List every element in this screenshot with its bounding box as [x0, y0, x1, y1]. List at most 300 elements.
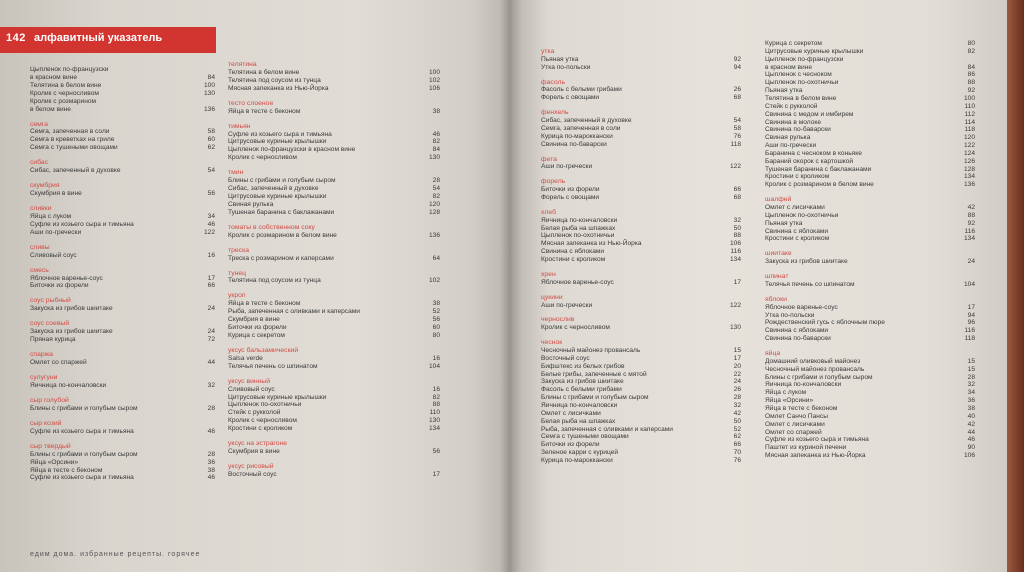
index-page-number: 102 [428, 277, 440, 285]
index-page-number: 42 [967, 204, 975, 212]
index-page-number: 70 [733, 449, 741, 457]
index-entry: Свинина с яблоками [765, 227, 829, 235]
index-page-number: 40 [967, 412, 975, 420]
index-entry: Аши по-гречески [541, 163, 593, 171]
index-entry: Аши по-гречески [765, 142, 817, 150]
index-entry: Яйца с луком [30, 212, 72, 220]
index-entry: Аши по-гречески [30, 228, 82, 236]
index-page-number: 64 [432, 254, 440, 262]
index-page-number: 44 [967, 428, 975, 436]
index-entry: Яйца в тесте с беконом [228, 107, 301, 115]
index-page-number: 52 [733, 425, 741, 433]
index-page-number: 34 [207, 212, 215, 220]
index-page-number: 38 [967, 405, 975, 413]
index-heading: тимьян [228, 122, 251, 130]
index-entry: Цыпленок по-охотничьи [765, 211, 839, 219]
index-entry: Утка по-польски [765, 311, 815, 319]
index-entry: Свинина с яблоками [541, 248, 605, 256]
index-entry: Блины с грибами и голубым сыром [541, 394, 649, 402]
book-spine-shadow [500, 0, 522, 572]
index-entry: Аши по-гречески [541, 301, 593, 309]
index-entry: Блины с грибами и голубым сыром [30, 404, 138, 412]
index-entry: Яблочное варенье-соус [541, 278, 614, 286]
index-entry: Семга, запеченная в соли [30, 128, 110, 136]
index-page-number: 42 [733, 409, 741, 417]
index-entry: Цыпленок по-охотничьи [765, 79, 839, 87]
index-entry: в белом вине [30, 105, 71, 113]
index-heading: тесто слоеное [228, 99, 274, 107]
index-page-number: 130 [203, 89, 215, 97]
index-entry: Закуска из грибов шиитаке [30, 305, 113, 313]
index-page-number: 16 [432, 354, 440, 362]
index-page-number: 42 [967, 420, 975, 428]
index-entry: Мясная запеканка из Нью-Йорка [228, 84, 329, 92]
index-entry: Восточный соус [541, 354, 590, 362]
index-entry: Семга с тушеными овощами [30, 144, 118, 152]
index-page-number: 82 [967, 47, 975, 55]
index-heading: чернослив [541, 316, 575, 324]
index-page-number: 58 [207, 128, 215, 136]
index-entry: Кролик с черносливом [228, 417, 297, 425]
index-heading: соус соевый [30, 320, 70, 328]
index-page-number: 46 [432, 130, 440, 138]
index-page-number: 116 [730, 248, 741, 256]
table-edge [1007, 0, 1024, 572]
index-entry: Рыба, запеченная с оливками и каперсами [541, 425, 673, 433]
index-page-number: 82 [432, 192, 440, 200]
index-entry: Цыпленок по-французски [30, 66, 109, 73]
index-page-number: 110 [964, 102, 975, 110]
index-page-number: 52 [432, 308, 440, 316]
index-page-number: 62 [733, 433, 741, 441]
index-entry: Свинина с медом и имбирем [765, 110, 854, 118]
index-page-number: 82 [432, 393, 440, 401]
index-entry: Омлет Санчо Пансы [765, 412, 828, 420]
index-entry: Блины с грибами и голубым сыром [765, 373, 873, 381]
index-heading: телятина [228, 61, 257, 68]
index-entry: Яйца «Орсини» [765, 397, 814, 405]
index-page-number: 36 [967, 397, 975, 405]
index-heading: уксус винный [228, 377, 271, 385]
index-page-number: 76 [733, 456, 741, 464]
index-page-number: 118 [730, 140, 741, 148]
index-entry: Курица по-мароккански [541, 456, 613, 464]
index-entry: Кролик с розмарином в белом вине [765, 181, 874, 189]
index-page-number: 94 [733, 63, 741, 71]
index-page-number: 28 [207, 404, 215, 412]
index-entry: Белые грибы, запеченные с мятой [541, 370, 647, 378]
index-heading: томаты в собственном соку [228, 223, 315, 231]
index-entry: Семга в креветках на гриле [30, 136, 115, 144]
index-entry: Белая рыба на шпажках [541, 224, 616, 232]
index-page-number: 15 [733, 347, 741, 355]
index-entry: Биточки из форели [30, 282, 89, 290]
index-page-number: 94 [967, 311, 975, 319]
section-header-banner [0, 27, 216, 53]
index-heading: сыр твердый [30, 442, 71, 450]
index-entry: Сибас, запеченный в духовке [228, 185, 319, 193]
index-heading: сулугуни [30, 374, 58, 382]
index-entry: Свиная рулька [228, 200, 274, 208]
index-page-number: 90 [967, 444, 975, 452]
index-page-number: 124 [963, 149, 975, 157]
index-page-number: 28 [432, 177, 440, 185]
index-page-number: 66 [733, 186, 741, 194]
index-page-number: 16 [432, 385, 440, 393]
index-page-number: 50 [733, 224, 741, 232]
index-entry: Суфле из козьего сыра и тимьяна [228, 130, 332, 138]
index-page-number: 54 [733, 117, 741, 125]
index-page-number: 68 [733, 194, 741, 201]
index-page-number: 38 [432, 300, 440, 308]
index-page-number: 92 [967, 219, 975, 227]
index-page-number: 84 [967, 63, 975, 71]
index-page-number: 100 [428, 68, 440, 76]
index-entry: Кролик с розмарином в белом вине [228, 231, 337, 239]
index-heading: семга [30, 120, 48, 128]
index-page-number: 54 [207, 167, 215, 175]
index-entry: Суфле из козьего сыра и тимьяна [30, 427, 134, 435]
index-entry: Salsa verde [228, 354, 263, 362]
index-entry: Мясная запеканка из Нью-Йорка [541, 240, 642, 248]
index-page-number: 84 [432, 146, 440, 154]
index-heading: смесь [30, 266, 49, 274]
index-page-number: 46 [207, 427, 215, 435]
index-entry: Сливовый соус [228, 385, 275, 393]
index-page-number: 28 [207, 450, 215, 458]
index-heading: спаржа [30, 351, 53, 359]
index-entry: Треска с розмарином и каперсами [228, 254, 334, 262]
index-heading: хрен [541, 270, 556, 278]
index-page-number: 54 [432, 185, 440, 193]
index-entry: Суфле из козьего сыра и тимьяна [30, 220, 134, 228]
index-heading: уксус на эстрагоне [228, 440, 288, 448]
index-heading: фета [541, 155, 557, 163]
index-page-number: 50 [733, 417, 741, 425]
index-page-number: 17 [733, 354, 741, 362]
index-entry: Телятина под соусом из тунца [228, 76, 321, 84]
index-page-number: 106 [428, 84, 440, 92]
index-entry: Суфле из козьего сыра и тимьяна [30, 474, 134, 482]
index-page-number: 56 [432, 316, 440, 324]
index-page-number: 56 [207, 190, 215, 198]
index-page-number: 120 [963, 134, 975, 142]
index-page-number: 20 [733, 362, 741, 370]
index-entry: Цитрусовые куриные крылышки [228, 393, 327, 401]
index-entry: Стейк с рукколой [228, 409, 281, 417]
index-heading: хлеб [541, 208, 556, 216]
index-page-number: 56 [432, 448, 440, 456]
index-entry: Блины с грибами и голубым сыром [228, 177, 336, 185]
index-page-number: 130 [428, 154, 440, 162]
index-heading: сибас [30, 159, 49, 167]
index-page-number: 126 [963, 157, 975, 165]
index-page-number: 24 [207, 328, 215, 336]
index-page-number: 26 [733, 386, 741, 394]
index-page-number: 36 [207, 458, 215, 466]
index-page-number: 32 [207, 382, 215, 389]
index-page-number: 102 [428, 76, 440, 84]
index-heading: цукини [541, 293, 563, 301]
index-entry: Суфле из козьего сыра и тимьяна [765, 436, 869, 444]
index-entry: Телячья печень со шпинатом [765, 280, 855, 288]
index-page-number: 15 [967, 365, 975, 373]
index-page-number: 32 [967, 381, 975, 389]
index-page-number: 122 [729, 301, 741, 309]
index-heading: сыр голубой [30, 397, 69, 404]
index-entry: Закуска из грибов шиитаке [30, 328, 113, 336]
index-entry: Свинина с яблоками [765, 327, 829, 335]
index-page-number: 34 [967, 389, 975, 397]
index-entry: Яйца «Орсини» [30, 458, 79, 466]
index-entry: Семга, запеченная в соли [541, 124, 621, 132]
index-entry: Телятина в белом вине [228, 68, 300, 76]
index-page-number: 134 [963, 173, 975, 181]
index-entry: Свинина по-баварски [765, 126, 831, 134]
index-heading: сыр козий [30, 419, 62, 427]
index-entry: Пряная курица [30, 336, 76, 344]
index-page-number: 60 [432, 324, 440, 332]
index-heading: уксус бальзамический [228, 346, 299, 354]
index-entry: Яйца в тесте с беконом [765, 405, 838, 413]
index-entry: Белая рыба на шпажках [541, 417, 616, 425]
index-heading: тмин [228, 169, 244, 177]
index-page-number: 116 [964, 227, 975, 235]
index-page-number: 62 [207, 144, 215, 152]
index-entry: Яичница по-кончаловски [541, 402, 618, 410]
index-entry: Скумбрия в вине [228, 448, 280, 456]
index-page-number: 84 [207, 73, 215, 81]
index-entry: Курица по-мароккански [541, 132, 613, 140]
index-page-number: 44 [207, 359, 215, 367]
index-page-number: 112 [964, 110, 975, 118]
index-entry: Свинина по-баварски [765, 335, 831, 343]
index-heading: чеснок [541, 339, 563, 347]
index-page-number: 66 [207, 282, 215, 290]
index-entry: Баранина с чесноком в коньяке [765, 149, 862, 157]
index-entry: Блины с грибами и голубым сыром [30, 450, 138, 458]
index-entry: Зеленое карри с курицей [541, 449, 619, 457]
index-entry: Кростини с кроликом [765, 235, 830, 243]
index-page-number: 92 [967, 87, 975, 95]
index-heading: шалфей [765, 196, 792, 204]
index-page-number: 17 [967, 303, 975, 311]
section-title: алфавитный указатель [34, 32, 163, 44]
index-heading: фенхель [541, 109, 569, 117]
index-page-number: 60 [207, 136, 215, 144]
index-entry: Телятина под соусом из тунца [228, 277, 321, 285]
index-entry: Цыпленок по-французски в красном вине [228, 146, 356, 154]
index-entry: Телятина в белом вине [30, 81, 102, 89]
index-heading: соус рыбный [30, 297, 71, 305]
index-entry: Телячья печень со шпинатом [228, 362, 318, 370]
index-page-number: 136 [428, 231, 440, 239]
index-entry: Яичница по-кончаловски [765, 381, 842, 389]
index-page-number: 118 [964, 335, 975, 343]
index-entry: Омлет с лисичками [541, 409, 601, 417]
index-entry: в красном вине [765, 63, 813, 71]
index-entry: Кролик с черносливом [228, 154, 297, 162]
index-entry: Омлет с лисичками [765, 420, 825, 428]
index-page-number: 24 [733, 378, 741, 386]
index-entry: Яичница по-кончаловски [541, 216, 618, 224]
index-entry: Цыпленок с чесноком [765, 71, 832, 79]
index-entry: Сибас, запеченный в духовке [541, 117, 632, 125]
page-number: 142 [6, 32, 26, 44]
index-entry: Омлет со спаржей [30, 359, 87, 367]
index-heading: сливки [30, 205, 52, 213]
index-entry: Свинина по-баварски [541, 140, 607, 148]
index-entry: Курица с секретом [228, 331, 285, 339]
index-entry: Утка по-польски [541, 63, 591, 71]
index-page-number: 116 [964, 327, 975, 335]
index-page-number: 130 [729, 324, 741, 332]
index-page-number: 24 [967, 258, 975, 266]
index-heading: сливы [30, 243, 50, 251]
index-entry: Цыпленок по-охотничьи [541, 232, 615, 240]
index-page-number: 96 [967, 319, 975, 327]
index-heading: шпинат [765, 273, 789, 281]
index-page-number: 122 [963, 142, 975, 150]
index-heading: скумбрия [30, 182, 60, 190]
index-heading: утка [541, 48, 555, 55]
index-heading: фасоль [541, 78, 565, 86]
index-page-number: 110 [429, 409, 440, 417]
index-entry: Яблочное варенье-соус [765, 303, 838, 311]
index-page-number: 17 [432, 471, 440, 478]
index-entry: Бараний окорок с картошкой [765, 157, 854, 165]
index-entry: Домашний оливковый майонез [765, 357, 861, 365]
index-entry: Фасоль с белыми грибами [541, 86, 622, 94]
index-page-number: 32 [733, 402, 741, 410]
index-page-number: 66 [733, 441, 741, 449]
index-page-number: 136 [203, 105, 215, 113]
index-entry: Пьяная утка [765, 219, 803, 227]
index-entry: в красном вине [30, 73, 78, 81]
index-page-number: 28 [967, 373, 975, 381]
index-page-number: 38 [432, 107, 440, 115]
index-entry: Форель с овощами [541, 94, 600, 102]
index-entry: Скумбрия в вине [30, 190, 82, 198]
index-page-number: 80 [432, 331, 440, 339]
index-entry: Яичница по-кончаловски [30, 382, 107, 389]
index-entry: Кролик с черносливом [30, 89, 99, 97]
index-entry: Омлет со спаржей [765, 428, 822, 436]
index-entry: Кростини с кроликом [765, 173, 830, 181]
index-entry: Цитрусовые куриные крылышки [228, 192, 327, 200]
index-page-number: 134 [428, 425, 440, 433]
index-page-number: 100 [963, 94, 975, 102]
index-page-number: 72 [207, 336, 215, 344]
index-page-number: 17 [207, 274, 215, 282]
index-heading: форель [541, 178, 566, 186]
index-heading: треска [228, 246, 249, 254]
index-entry: Биточки из форели [228, 324, 287, 332]
index-page-number: 22 [733, 370, 741, 378]
index-page-number: 134 [729, 256, 741, 264]
index-page-number: 120 [428, 200, 440, 208]
index-page-number: 88 [967, 79, 975, 87]
index-entry: Цыпленок по-французски [765, 55, 844, 63]
index-page-number: 46 [967, 436, 975, 444]
index-entry: Рождественский гусь с яблочным пюре [765, 319, 885, 327]
index-page-number: 17 [733, 278, 741, 286]
index-page-number: 15 [967, 357, 975, 365]
index-entry: Закуска из грибов шиитаке [765, 258, 848, 266]
index-page-number: 122 [203, 228, 215, 236]
index-page-number: 104 [428, 362, 440, 370]
index-entry: Закуска из грибов шиитаке [541, 378, 624, 386]
index-heading: яйца [765, 350, 781, 358]
index-entry: Кростини с кроликом [541, 256, 606, 264]
index-entry: Яйца в тесте с беконом [30, 466, 103, 474]
index-entry: Биточки из форели [541, 441, 600, 449]
index-page-number: 100 [203, 81, 215, 89]
index-page-number: 82 [432, 138, 440, 146]
index-page-number: 88 [733, 232, 741, 240]
index-entry: Чесночный майонез провансаль [765, 365, 865, 373]
index-entry: Чесночный майонез провансаль [541, 347, 641, 355]
index-entry: Рыба, запеченная с оливками и каперсами [228, 308, 360, 316]
index-entry: Бифштекс из белых грибов [541, 362, 625, 370]
footer-text: едим дома. избранные рецепты. горячее [30, 551, 201, 558]
index-entry: Скумбрия в вине [228, 316, 280, 324]
index-entry: Яблочное варенье-соус [30, 274, 103, 282]
index-entry: Омлет с лисичками [765, 204, 825, 212]
index-entry: Пьяная утка [765, 87, 803, 95]
index-entry: Тушеная баранина с баклажанами [765, 165, 872, 173]
index-entry: Семга с тушеными овощами [541, 433, 629, 441]
index-page-number: 122 [729, 163, 741, 171]
index-entry: Форель с овощами [541, 194, 600, 201]
index-entry: Свинина в молоке [765, 118, 822, 126]
index-entry: Фасоль с белыми грибами [541, 386, 622, 394]
index-page-number: 32 [733, 216, 741, 224]
index-page-number: 24 [207, 305, 215, 313]
index-entry: Курица с секретом [765, 40, 822, 47]
index-entry: Биточки из форели [541, 186, 600, 194]
index-entry: Сибас, запеченный в духовке [30, 167, 121, 175]
index-heading: уксус рисовый [228, 463, 274, 471]
index-entry: Стейк с рукколой [765, 102, 818, 110]
index-entry: Цыпленок по-охотничьи [228, 401, 302, 409]
index-page-number: 68 [733, 94, 741, 102]
index-entry: Яйца в тесте с беконом [228, 300, 301, 308]
index-page-number: 16 [207, 251, 215, 259]
index-page-number: 86 [967, 71, 975, 79]
index-entry: Цитрусовые куриные крылышки [765, 47, 864, 55]
index-page-number: 92 [733, 55, 741, 63]
index-page-number: 128 [428, 208, 440, 216]
index-page-number: 134 [963, 235, 975, 243]
index-entry: Мясная запеканка из Нью-Йорка [765, 452, 866, 460]
index-entry: Пьяная утка [541, 55, 579, 63]
index-entry: Сливовый соус [30, 251, 77, 259]
index-page-number: 88 [432, 401, 440, 409]
index-page-number: 104 [963, 280, 975, 288]
index-page-number: 28 [733, 394, 741, 402]
index-page-number: 46 [207, 220, 215, 228]
index-entry: Паштет из куриной печени [765, 444, 847, 452]
index-heading: яблоки [765, 295, 787, 303]
index-entry: Телятина в белом вине [765, 94, 837, 102]
index-page-number: 76 [733, 132, 741, 140]
index-page-number: 80 [967, 40, 975, 47]
index-heading: шиитаке [765, 250, 792, 258]
index-page-number: 106 [729, 240, 741, 248]
index-entry: Восточный соус [228, 471, 277, 478]
index-entry: Яйца с луком [765, 389, 807, 397]
